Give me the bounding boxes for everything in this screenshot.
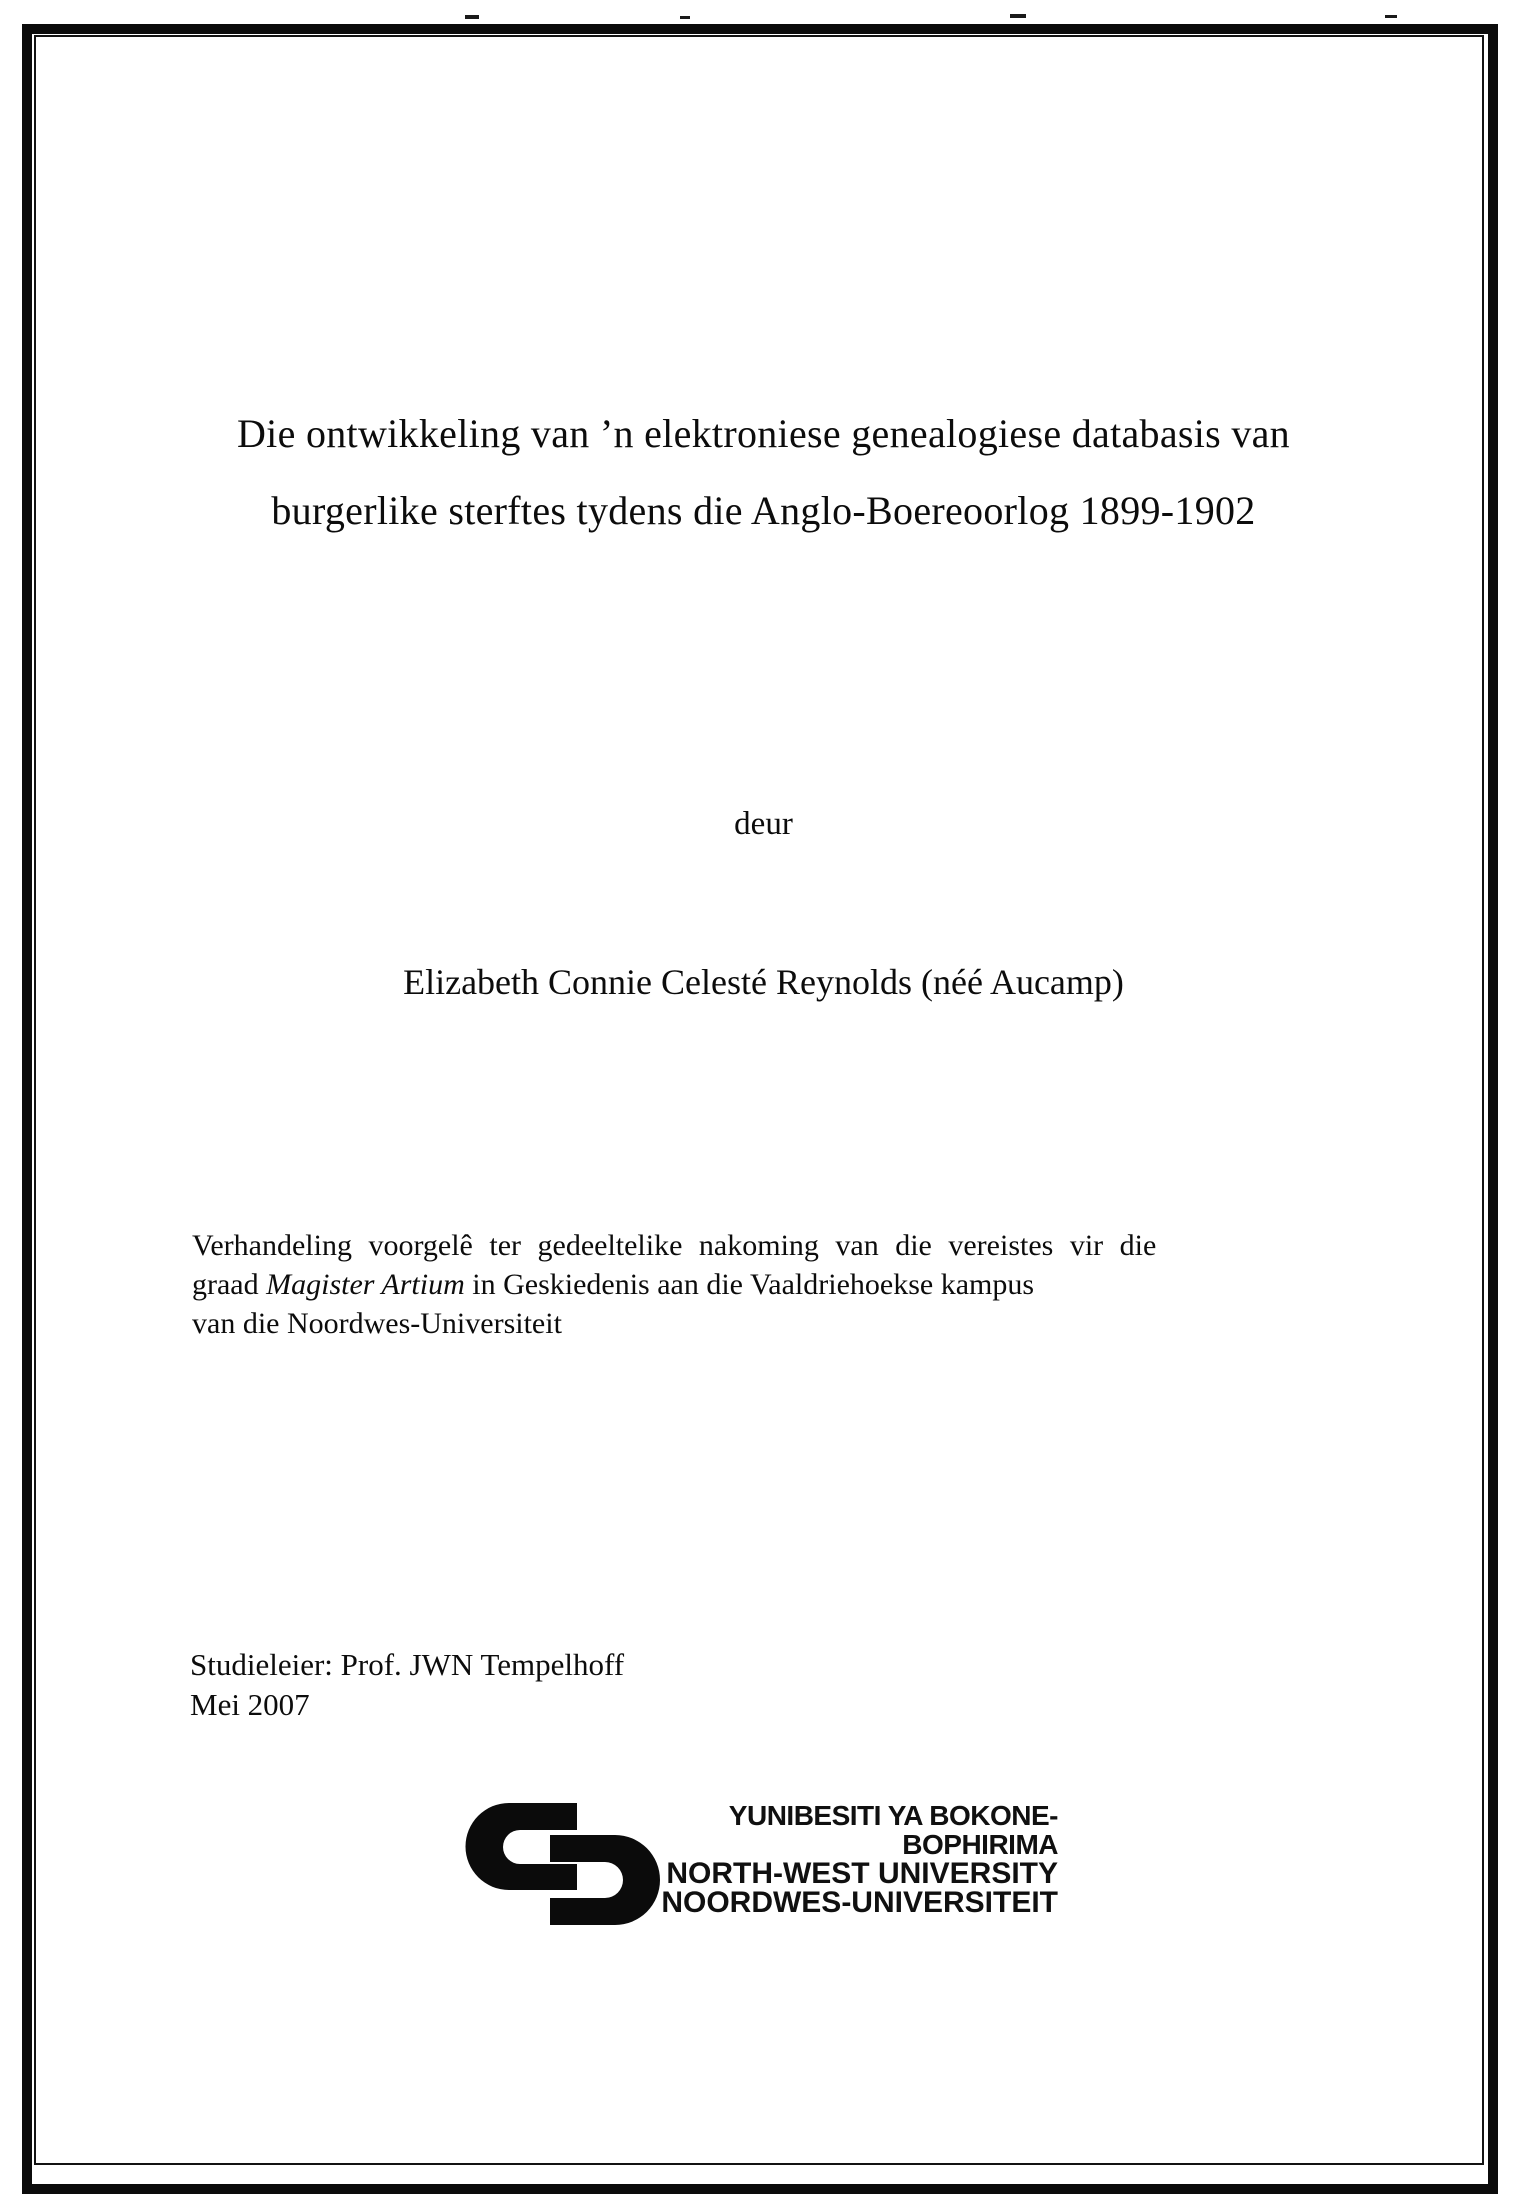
scan-artifact xyxy=(1010,14,1026,18)
degree-line2-prefix: graad xyxy=(192,1268,267,1301)
byline-label: deur xyxy=(734,806,793,842)
thesis-title-line-1: Die ontwikkeling van ’n elektroniese genealogiese databasis van xyxy=(236,411,1290,456)
university-name-afrikaans: NOORDWES-UNIVERSITEIT xyxy=(661,1886,1058,1919)
thesis-title-line-2: burgerlike sterftes tydens die Anglo-Boereoorlog 1899-1902 xyxy=(271,488,1256,533)
scan-artifact xyxy=(1385,15,1397,18)
supervisor-block xyxy=(190,1645,1090,1725)
supervisor-line: Studieleier: Prof. JWN Tempelhoff xyxy=(190,1647,625,1682)
degree-statement-line-3: van die Noordwes-Universiteit xyxy=(192,1307,562,1340)
date-line: Mei 2007 xyxy=(190,1687,310,1722)
scan-artifact xyxy=(465,15,479,19)
university-logo xyxy=(462,1799,1082,1934)
scan-artifact xyxy=(680,16,690,19)
degree-statement-line-2 xyxy=(192,1265,1340,1304)
degree-name-italic: Magister Artium xyxy=(266,1268,465,1301)
degree-line2-suffix: in Geskiedenis aan die Vaaldriehoekse kampus xyxy=(464,1268,1035,1301)
university-name-english: NORTH-WEST UNIVERSITY xyxy=(666,1857,1058,1890)
thesis-title xyxy=(60,395,1467,549)
university-name-setswana: YUNIBESITI YA BOKONE-BOPHIRIMA xyxy=(728,1800,1058,1860)
degree-statement-line-1: Verhandeling voorgelê ter gedeeltelike nakoming van die vereistes vir die xyxy=(192,1229,1157,1262)
author-name: Elizabeth Connie Celesté Reynolds (néé Aucamp) xyxy=(403,962,1124,1002)
university-logo-text xyxy=(580,1801,1058,1917)
degree-statement xyxy=(192,1226,1340,1343)
